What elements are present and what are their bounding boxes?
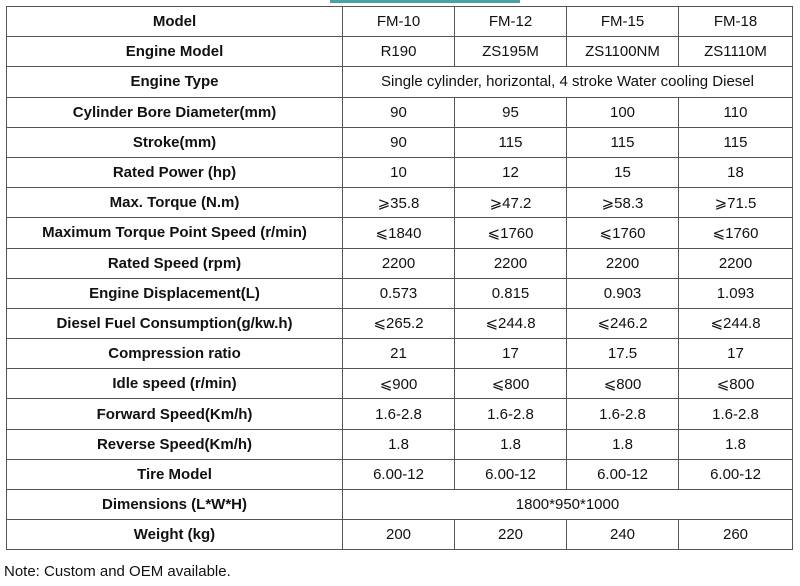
value-cell: 1.6-2.8 bbox=[679, 399, 793, 429]
value-cell: 18 bbox=[679, 157, 793, 187]
table-row bbox=[7, 459, 793, 489]
row-label: Engine Model bbox=[7, 37, 343, 67]
value-cell: R190 bbox=[343, 37, 455, 67]
value-cell: 260 bbox=[679, 520, 793, 550]
value-cell: 200 bbox=[343, 520, 455, 550]
table-row bbox=[7, 369, 793, 399]
value-cell: 95 bbox=[455, 97, 567, 127]
table-row bbox=[7, 308, 793, 338]
value-cell: 2200 bbox=[343, 248, 455, 278]
value-cell: 1.6-2.8 bbox=[455, 399, 567, 429]
value-cell: 10 bbox=[343, 157, 455, 187]
row-label: Diesel Fuel Consumption(g/kw.h) bbox=[7, 308, 343, 338]
value-cell: ⩽244.8 bbox=[455, 308, 567, 338]
value-cell: 240 bbox=[567, 520, 679, 550]
value-cell: 1.6-2.8 bbox=[343, 399, 455, 429]
table-row bbox=[7, 429, 793, 459]
value-cell: 6.00-12 bbox=[343, 459, 455, 489]
value-cell: FM-15 bbox=[567, 7, 679, 37]
table-row bbox=[7, 7, 793, 37]
value-cell: FM-18 bbox=[679, 7, 793, 37]
value-cell: 0.815 bbox=[455, 278, 567, 308]
table-row bbox=[7, 97, 793, 127]
value-cell: ⩾35.8 bbox=[343, 188, 455, 218]
row-label: Dimensions (L*W*H) bbox=[7, 490, 343, 520]
row-label: Forward Speed(Km/h) bbox=[7, 399, 343, 429]
value-cell: ZS195M bbox=[455, 37, 567, 67]
value-cell: FM-10 bbox=[343, 7, 455, 37]
value-cell: ⩽265.2 bbox=[343, 308, 455, 338]
row-label: Stroke(mm) bbox=[7, 127, 343, 157]
table-row bbox=[7, 339, 793, 369]
value-cell: ⩽1760 bbox=[679, 218, 793, 248]
value-cell: 1.093 bbox=[679, 278, 793, 308]
spec-table bbox=[6, 6, 793, 550]
value-cell: 0.573 bbox=[343, 278, 455, 308]
row-label: Engine Type bbox=[7, 67, 343, 97]
value-cell: ⩽800 bbox=[679, 369, 793, 399]
value-cell: 21 bbox=[343, 339, 455, 369]
value-cell: ⩽900 bbox=[343, 369, 455, 399]
value-cell: 2200 bbox=[567, 248, 679, 278]
table-row bbox=[7, 157, 793, 187]
value-cell: ⩽246.2 bbox=[567, 308, 679, 338]
value-cell: 90 bbox=[343, 97, 455, 127]
value-cell: 90 bbox=[343, 127, 455, 157]
value-cell: 6.00-12 bbox=[567, 459, 679, 489]
row-label: Rated Power (hp) bbox=[7, 157, 343, 187]
row-label: Model bbox=[7, 7, 343, 37]
table-row bbox=[7, 278, 793, 308]
value-cell: 115 bbox=[679, 127, 793, 157]
table-row bbox=[7, 67, 793, 97]
table-row bbox=[7, 490, 793, 520]
value-cell: 15 bbox=[567, 157, 679, 187]
table-row bbox=[7, 127, 793, 157]
row-label: Weight (kg) bbox=[7, 520, 343, 550]
value-cell: ⩾71.5 bbox=[679, 188, 793, 218]
row-label: Idle speed (r/min) bbox=[7, 369, 343, 399]
row-label: Tire Model bbox=[7, 459, 343, 489]
value-cell: 1.8 bbox=[567, 429, 679, 459]
row-label: Compression ratio bbox=[7, 339, 343, 369]
value-cell: ⩽1840 bbox=[343, 218, 455, 248]
value-cell: 115 bbox=[567, 127, 679, 157]
value-cell: 6.00-12 bbox=[679, 459, 793, 489]
value-cell: ⩾47.2 bbox=[455, 188, 567, 218]
table-row bbox=[7, 520, 793, 550]
header-accent-line bbox=[330, 0, 520, 3]
value-cell: ⩾58.3 bbox=[567, 188, 679, 218]
merged-value-cell: Single cylinder, horizontal, 4 stroke Water cooling Diesel bbox=[343, 67, 793, 97]
table-row bbox=[7, 248, 793, 278]
spec-table-body bbox=[7, 7, 793, 550]
value-cell: 2200 bbox=[455, 248, 567, 278]
value-cell: 17 bbox=[679, 339, 793, 369]
row-label: Reverse Speed(Km/h) bbox=[7, 429, 343, 459]
row-label: Max. Torque (N.m) bbox=[7, 188, 343, 218]
table-row bbox=[7, 37, 793, 67]
value-cell: 1.6-2.8 bbox=[567, 399, 679, 429]
value-cell: FM-12 bbox=[455, 7, 567, 37]
value-cell: ⩽244.8 bbox=[679, 308, 793, 338]
value-cell: 110 bbox=[679, 97, 793, 127]
value-cell: 1.8 bbox=[343, 429, 455, 459]
value-cell: 0.903 bbox=[567, 278, 679, 308]
value-cell: 115 bbox=[455, 127, 567, 157]
value-cell: 17 bbox=[455, 339, 567, 369]
row-label: Cylinder Bore Diameter(mm) bbox=[7, 97, 343, 127]
table-row bbox=[7, 218, 793, 248]
row-label: Rated Speed (rpm) bbox=[7, 248, 343, 278]
row-label: Maximum Torque Point Speed (r/min) bbox=[7, 218, 343, 248]
table-row bbox=[7, 399, 793, 429]
value-cell: 1.8 bbox=[455, 429, 567, 459]
value-cell: 1.8 bbox=[679, 429, 793, 459]
row-label: Engine Displacement(L) bbox=[7, 278, 343, 308]
table-row bbox=[7, 188, 793, 218]
value-cell: 220 bbox=[455, 520, 567, 550]
value-cell: 2200 bbox=[679, 248, 793, 278]
value-cell: ⩽800 bbox=[455, 369, 567, 399]
value-cell: ⩽1760 bbox=[567, 218, 679, 248]
value-cell: ZS1110M bbox=[679, 37, 793, 67]
value-cell: 6.00-12 bbox=[455, 459, 567, 489]
value-cell: 100 bbox=[567, 97, 679, 127]
merged-value-cell: 1800*950*1000 bbox=[343, 490, 793, 520]
value-cell: 12 bbox=[455, 157, 567, 187]
value-cell: ⩽800 bbox=[567, 369, 679, 399]
footer-note: Note: Custom and OEM available. bbox=[4, 563, 231, 580]
value-cell: ZS1100NM bbox=[567, 37, 679, 67]
value-cell: 17.5 bbox=[567, 339, 679, 369]
value-cell: ⩽1760 bbox=[455, 218, 567, 248]
